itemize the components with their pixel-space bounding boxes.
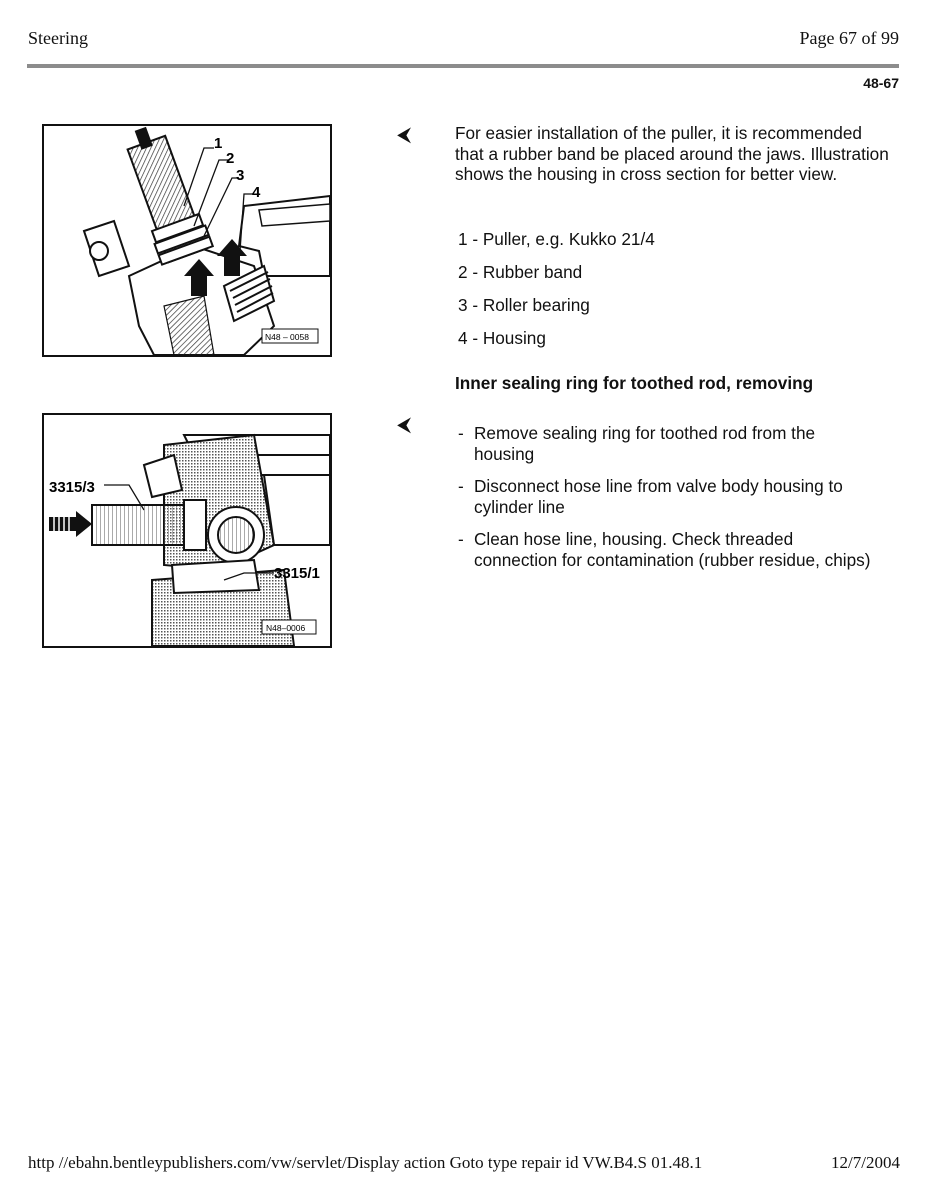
tool-3315-1-label: 3315/1 — [274, 565, 320, 582]
figure-puller-illustration — [42, 124, 332, 357]
callout-3: 3 — [236, 167, 245, 184]
legend-item: 3 - Roller bearing — [458, 295, 590, 315]
tool-3315-3-label: 3315/3 — [49, 479, 95, 496]
callout-1: 1 — [214, 135, 223, 152]
callout-2: 2 — [226, 150, 235, 167]
legend-item: 2 - Rubber band — [458, 262, 583, 282]
step-item — [458, 529, 878, 570]
pointer-arrow-icon: ⮜ — [397, 414, 412, 436]
step-item — [458, 423, 878, 464]
print-date: 12/7/2004 — [831, 1153, 900, 1172]
puller-drawing — [44, 126, 330, 355]
header-divider — [27, 64, 899, 68]
page-number: Page 67 of 99 — [799, 28, 899, 48]
step-text: Clean hose line, housing. Check threaded connection for contamination (rubber residue, chips) — [474, 529, 871, 570]
step-dash: - — [458, 423, 464, 443]
step-list — [458, 423, 878, 582]
callout-4: 4 — [252, 184, 261, 201]
source-url: http //ebahn.bentleypublishers.com/vw/servlet/Display action Goto type repair id VW.B4.S 01.48.1 — [28, 1153, 703, 1172]
legend-item: 4 - Housing — [458, 328, 546, 348]
step-text: Remove sealing ring for toothed rod from the housing — [474, 423, 816, 464]
step-text: Disconnect hose line from valve body housing to cylinder line — [474, 476, 843, 517]
legend-item: 1 - Puller, e.g. Kukko 21/4 — [458, 229, 655, 249]
step-dash: - — [458, 476, 464, 496]
figure-sealing-ring-illustration — [42, 413, 332, 648]
step-dash: - — [458, 529, 464, 549]
instruction-text: For easier installation of the puller, it is recommended that a rubber band be placed around the jaws. Illustration shows the housing in cross section for better view. — [455, 123, 889, 184]
callout-legend — [458, 229, 655, 361]
page-footer — [28, 1153, 900, 1173]
figure-ref-label: N48–0006 — [266, 623, 306, 633]
repair-code: 48-67 — [863, 75, 899, 91]
figure-ref-label: N48 – 0058 — [265, 332, 309, 342]
section-heading: Inner sealing ring for toothed rod, removing — [455, 373, 814, 393]
step-item — [458, 476, 878, 517]
pointer-arrow-icon: ⮜ — [397, 124, 412, 146]
sealing-ring-drawing — [44, 415, 330, 646]
section-title: Steering — [28, 28, 88, 48]
